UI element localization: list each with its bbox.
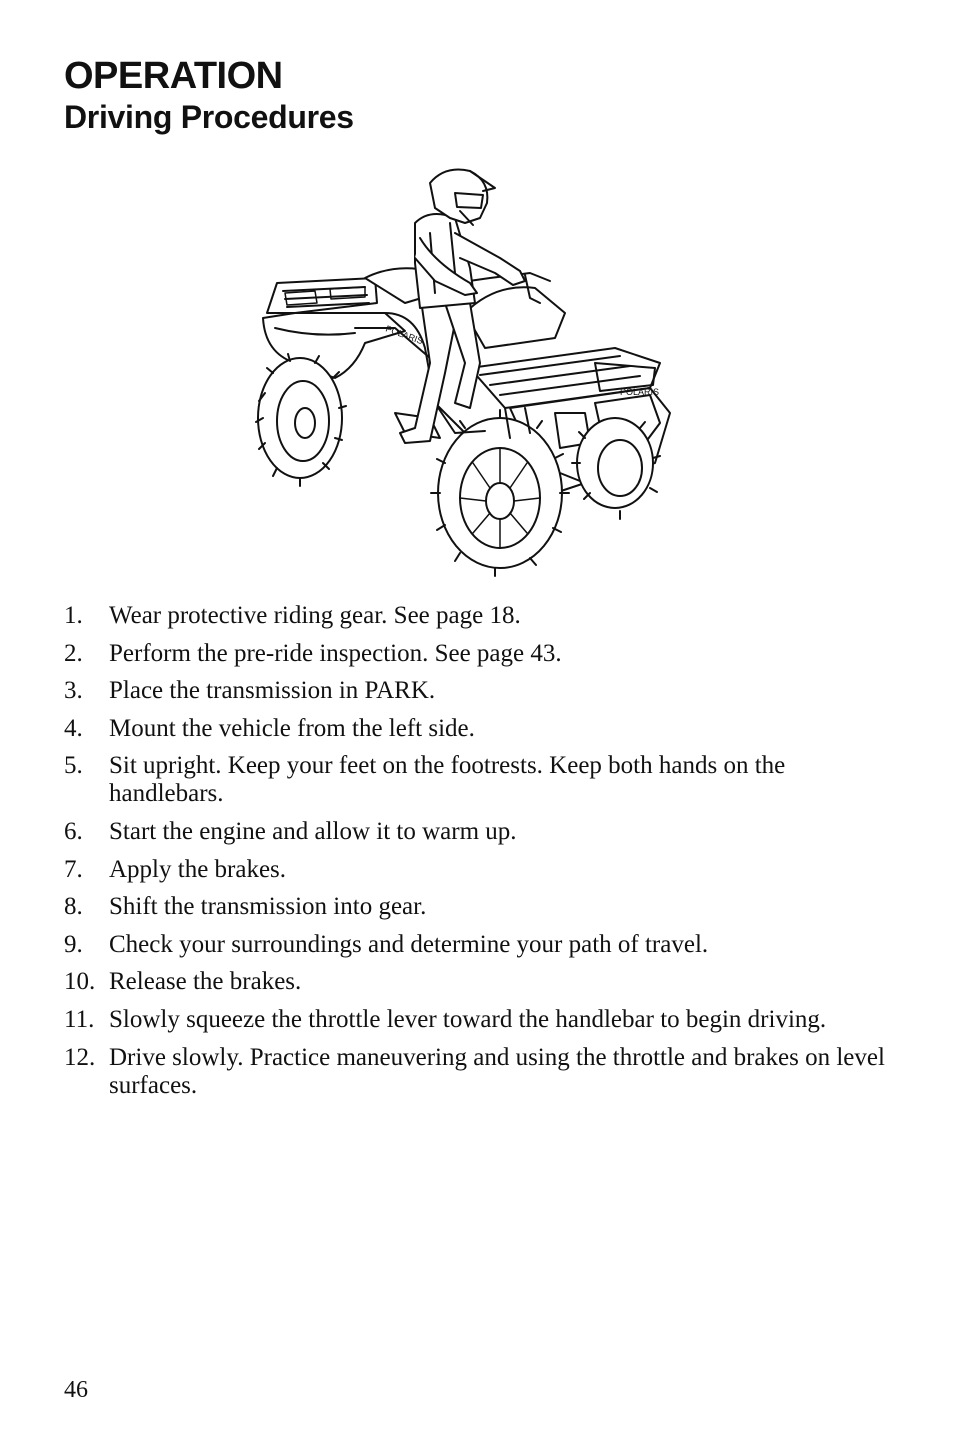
page-title: Driving Procedures (64, 99, 354, 135)
list-item (64, 715, 894, 743)
step-number: 6. (64, 817, 83, 845)
fender-logo: POLARIS (384, 323, 425, 347)
list-item (64, 1006, 894, 1034)
step-text: Release the brakes. (109, 968, 302, 996)
step-text: Check your surroundings and determine your path of travel. (109, 930, 709, 958)
list-item (64, 818, 894, 846)
list-item (64, 752, 894, 808)
list-item (64, 893, 894, 921)
step-number: 1. (64, 602, 83, 629)
step-text: Place the transmission in PARK. (109, 677, 436, 705)
step-text: Drive slowly. Practice maneuvering and using the throttle and brakes on level surfaces. (109, 1043, 885, 1099)
step-text: Mount the vehicle from the left side. (109, 714, 475, 742)
procedure-steps (64, 602, 894, 1109)
list-item (64, 931, 894, 959)
page-number: 46 (64, 1377, 88, 1403)
step-number: 11. (64, 1005, 95, 1033)
step-number: 8. (64, 893, 83, 921)
list-item (64, 640, 894, 668)
step-number: 7. (64, 855, 83, 883)
list-item (64, 677, 894, 705)
step-number: 2. (64, 639, 83, 667)
step-text: Shift the transmission into gear. (109, 893, 427, 921)
step-number: 3. (64, 677, 83, 705)
step-text: Apply the brakes. (109, 855, 287, 883)
list-item (64, 968, 894, 996)
step-number: 4. (64, 714, 83, 742)
step-number: 9. (64, 930, 83, 958)
section-title: OPERATION (64, 55, 283, 97)
step-number: 12. (64, 1043, 96, 1071)
step-text: Sit upright. Keep your feet on the footrests. Keep both hands on the handlebars. (109, 752, 786, 808)
list-item (64, 602, 894, 630)
step-number: 5. (64, 752, 83, 780)
step-text: Perform the pre-ride inspection. See page 43. (109, 639, 562, 667)
step-text: Slowly squeeze the throttle lever toward the handlebar to begin driving. (109, 1005, 827, 1033)
list-item (64, 1044, 894, 1100)
list-item (64, 856, 894, 884)
step-number: 10. (64, 968, 96, 996)
front-logo: POLARIS (620, 387, 660, 397)
atv-rider-illustration (255, 163, 685, 578)
step-text: Wear protective riding gear. See page 18. (109, 602, 521, 629)
step-text: Start the engine and allow it to warm up. (109, 817, 517, 845)
